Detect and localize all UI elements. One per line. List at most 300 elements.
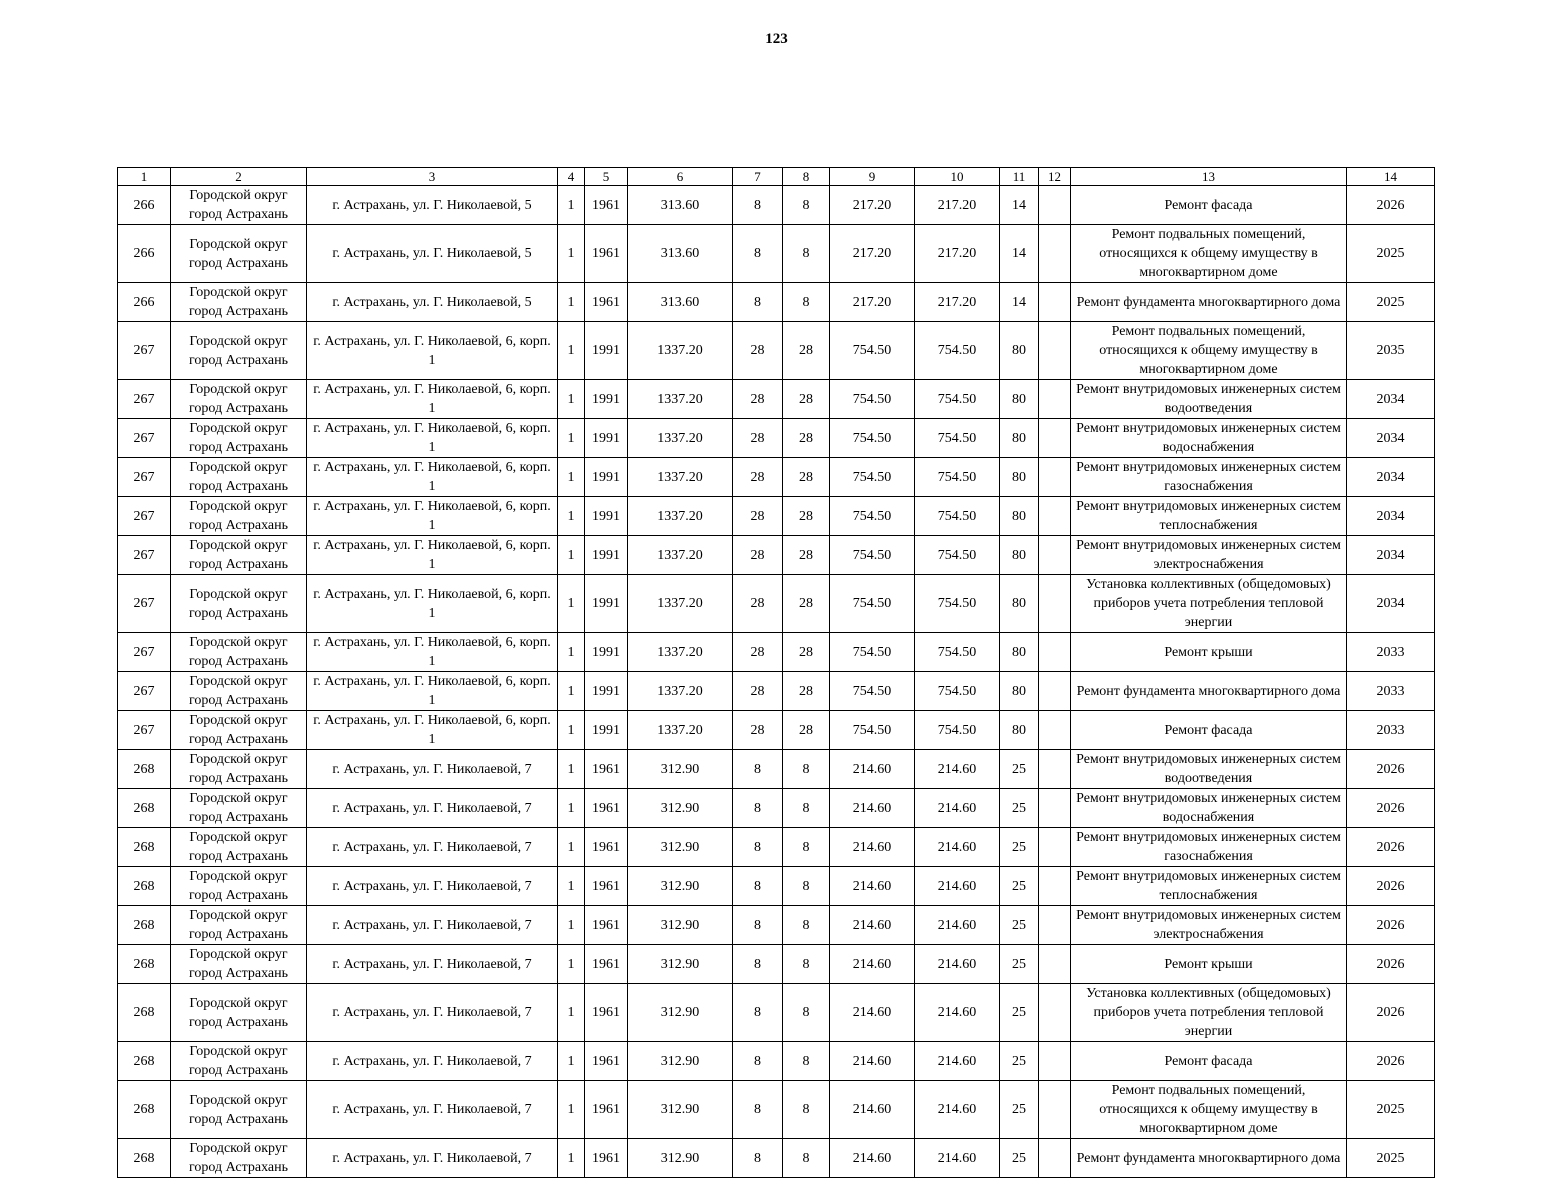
cell-area-total: 1337.20 [628, 575, 733, 633]
cell-year: 1961 [585, 225, 628, 283]
cell-area-living: 754.50 [830, 322, 915, 380]
cell-area-living: 214.60 [830, 1139, 915, 1178]
cell-year: 1991 [585, 633, 628, 672]
cell-number: 267 [118, 711, 171, 750]
cell-work-type: Ремонт внутридомовых инженерных систем электроснабжения [1071, 536, 1347, 575]
cell-address: г. Астрахань, ул. Г. Николаевой, 7 [307, 1081, 558, 1139]
cell-residents: 80 [1000, 419, 1039, 458]
cell-number: 267 [118, 458, 171, 497]
cell-municipality: Городской округ город Астрахань [171, 1139, 307, 1178]
cell-address: г. Астрахань, ул. Г. Николаевой, 7 [307, 789, 558, 828]
cell-area-total: 312.90 [628, 945, 733, 984]
cell-residents: 25 [1000, 789, 1039, 828]
cell-area-total: 312.90 [628, 828, 733, 867]
cell-col4: 1 [558, 945, 585, 984]
table-row [118, 497, 1435, 536]
cell-col12 [1039, 945, 1071, 984]
cell-area-residential: 214.60 [915, 750, 1000, 789]
cell-col7: 8 [733, 828, 783, 867]
cell-residents: 14 [1000, 186, 1039, 225]
cell-area-residential: 754.50 [915, 633, 1000, 672]
cell-planned-year: 2035 [1347, 322, 1435, 380]
cell-residents: 80 [1000, 575, 1039, 633]
cell-work-type: Ремонт внутридомовых инженерных систем газоснабжения [1071, 828, 1347, 867]
cell-planned-year: 2034 [1347, 380, 1435, 419]
cell-col8: 28 [783, 419, 830, 458]
cell-work-type: Ремонт крыши [1071, 945, 1347, 984]
cell-municipality: Городской округ город Астрахань [171, 789, 307, 828]
cell-area-residential: 754.50 [915, 711, 1000, 750]
cell-area-total: 312.90 [628, 906, 733, 945]
cell-col7: 28 [733, 380, 783, 419]
table-row [118, 1042, 1435, 1081]
cell-col8: 8 [783, 789, 830, 828]
cell-number: 268 [118, 1042, 171, 1081]
cell-municipality: Городской округ город Астрахань [171, 380, 307, 419]
table-row [118, 633, 1435, 672]
cell-col4: 1 [558, 380, 585, 419]
cell-col8: 28 [783, 633, 830, 672]
cell-planned-year: 2026 [1347, 1042, 1435, 1081]
header-cell: 9 [830, 168, 915, 186]
cell-address: г. Астрахань, ул. Г. Николаевой, 5 [307, 186, 558, 225]
cell-area-residential: 214.60 [915, 906, 1000, 945]
cell-col4: 1 [558, 750, 585, 789]
cell-municipality: Городской округ город Астрахань [171, 497, 307, 536]
cell-planned-year: 2033 [1347, 672, 1435, 711]
cell-municipality: Городской округ город Астрахань [171, 419, 307, 458]
cell-planned-year: 2026 [1347, 945, 1435, 984]
cell-area-residential: 754.50 [915, 672, 1000, 711]
cell-col7: 28 [733, 536, 783, 575]
cell-residents: 80 [1000, 672, 1039, 711]
cell-col4: 1 [558, 536, 585, 575]
cell-area-residential: 754.50 [915, 322, 1000, 380]
table-body [118, 186, 1435, 1178]
cell-residents: 25 [1000, 1081, 1039, 1139]
cell-planned-year: 2034 [1347, 575, 1435, 633]
cell-area-living: 217.20 [830, 186, 915, 225]
table-row [118, 1081, 1435, 1139]
cell-area-total: 312.90 [628, 867, 733, 906]
cell-area-living: 754.50 [830, 536, 915, 575]
cell-col8: 8 [783, 186, 830, 225]
table-row [118, 186, 1435, 225]
cell-area-residential: 214.60 [915, 789, 1000, 828]
cell-area-total: 312.90 [628, 1139, 733, 1178]
cell-planned-year: 2026 [1347, 984, 1435, 1042]
cell-year: 1991 [585, 575, 628, 633]
cell-number: 267 [118, 672, 171, 711]
cell-work-type: Ремонт подвальных помещений, относящихся к общему имуществу в многоквартирном доме [1071, 322, 1347, 380]
cell-col8: 8 [783, 984, 830, 1042]
cell-col7: 8 [733, 225, 783, 283]
cell-col4: 1 [558, 458, 585, 497]
table-row [118, 906, 1435, 945]
cell-number: 268 [118, 867, 171, 906]
cell-municipality: Городской округ город Астрахань [171, 750, 307, 789]
cell-year: 1991 [585, 711, 628, 750]
cell-work-type: Ремонт фасада [1071, 186, 1347, 225]
cell-work-type: Ремонт внутридомовых инженерных систем теплоснабжения [1071, 867, 1347, 906]
page-number: 123 [765, 31, 788, 47]
cell-col12 [1039, 906, 1071, 945]
table-row [118, 672, 1435, 711]
cell-work-type: Ремонт внутридомовых инженерных систем газоснабжения [1071, 458, 1347, 497]
cell-number: 268 [118, 945, 171, 984]
cell-col7: 8 [733, 283, 783, 322]
table-row [118, 828, 1435, 867]
cell-area-living: 214.60 [830, 1081, 915, 1139]
cell-area-total: 313.60 [628, 186, 733, 225]
cell-area-living: 754.50 [830, 380, 915, 419]
cell-col12 [1039, 984, 1071, 1042]
cell-residents: 80 [1000, 711, 1039, 750]
header-cell: 11 [1000, 168, 1039, 186]
cell-col12 [1039, 536, 1071, 575]
cell-work-type: Ремонт фундамента многоквартирного дома [1071, 672, 1347, 711]
cell-residents: 14 [1000, 283, 1039, 322]
cell-planned-year: 2026 [1347, 867, 1435, 906]
cell-address: г. Астрахань, ул. Г. Николаевой, 7 [307, 945, 558, 984]
cell-area-total: 1337.20 [628, 458, 733, 497]
cell-col7: 28 [733, 633, 783, 672]
cell-residents: 25 [1000, 750, 1039, 789]
table-row [118, 945, 1435, 984]
cell-col8: 28 [783, 711, 830, 750]
cell-residents: 80 [1000, 322, 1039, 380]
cell-area-living: 217.20 [830, 225, 915, 283]
repair-schedule-table [117, 167, 1435, 1178]
header-cell: 6 [628, 168, 733, 186]
cell-col8: 28 [783, 536, 830, 575]
header-cell: 4 [558, 168, 585, 186]
cell-number: 267 [118, 322, 171, 380]
cell-area-residential: 217.20 [915, 225, 1000, 283]
cell-col12 [1039, 867, 1071, 906]
cell-area-living: 214.60 [830, 1042, 915, 1081]
cell-col8: 28 [783, 322, 830, 380]
cell-area-residential: 214.60 [915, 1081, 1000, 1139]
cell-municipality: Городской округ город Астрахань [171, 536, 307, 575]
cell-area-living: 214.60 [830, 867, 915, 906]
table-row [118, 419, 1435, 458]
cell-col12 [1039, 458, 1071, 497]
cell-residents: 25 [1000, 1139, 1039, 1178]
cell-area-total: 312.90 [628, 984, 733, 1042]
cell-area-residential: 214.60 [915, 945, 1000, 984]
cell-col8: 28 [783, 458, 830, 497]
cell-col7: 8 [733, 1042, 783, 1081]
cell-year: 1961 [585, 186, 628, 225]
cell-year: 1991 [585, 419, 628, 458]
cell-residents: 80 [1000, 536, 1039, 575]
cell-col7: 8 [733, 945, 783, 984]
cell-col12 [1039, 672, 1071, 711]
cell-address: г. Астрахань, ул. Г. Николаевой, 7 [307, 1042, 558, 1081]
cell-year: 1961 [585, 1042, 628, 1081]
cell-area-living: 754.50 [830, 672, 915, 711]
cell-address: г. Астрахань, ул. Г. Николаевой, 6, корп. 1 [307, 633, 558, 672]
cell-area-residential: 214.60 [915, 1042, 1000, 1081]
cell-col7: 8 [733, 789, 783, 828]
header-row [118, 168, 1435, 186]
cell-address: г. Астрахань, ул. Г. Николаевой, 7 [307, 984, 558, 1042]
cell-col7: 28 [733, 497, 783, 536]
cell-residents: 80 [1000, 497, 1039, 536]
cell-number: 268 [118, 789, 171, 828]
cell-planned-year: 2025 [1347, 1139, 1435, 1178]
cell-col8: 28 [783, 672, 830, 711]
cell-area-living: 754.50 [830, 419, 915, 458]
cell-municipality: Городской округ город Астрахань [171, 633, 307, 672]
cell-col12 [1039, 1139, 1071, 1178]
cell-municipality: Городской округ город Астрахань [171, 672, 307, 711]
header-cell: 13 [1071, 168, 1347, 186]
cell-number: 268 [118, 750, 171, 789]
cell-municipality: Городской округ город Астрахань [171, 984, 307, 1042]
cell-area-total: 1337.20 [628, 633, 733, 672]
cell-area-residential: 754.50 [915, 380, 1000, 419]
header-cell: 2 [171, 168, 307, 186]
cell-work-type: Ремонт фасада [1071, 711, 1347, 750]
cell-planned-year: 2034 [1347, 536, 1435, 575]
cell-residents: 25 [1000, 984, 1039, 1042]
cell-area-total: 1337.20 [628, 711, 733, 750]
cell-area-residential: 214.60 [915, 828, 1000, 867]
cell-number: 266 [118, 225, 171, 283]
cell-municipality: Городской округ город Астрахань [171, 322, 307, 380]
cell-address: г. Астрахань, ул. Г. Николаевой, 6, корп. 1 [307, 711, 558, 750]
cell-col12 [1039, 419, 1071, 458]
cell-area-living: 214.60 [830, 750, 915, 789]
cell-area-total: 1337.20 [628, 497, 733, 536]
cell-address: г. Астрахань, ул. Г. Николаевой, 6, корп. 1 [307, 458, 558, 497]
cell-area-living: 214.60 [830, 828, 915, 867]
cell-col4: 1 [558, 828, 585, 867]
table-row [118, 458, 1435, 497]
cell-col12 [1039, 380, 1071, 419]
cell-year: 1991 [585, 458, 628, 497]
header-cell: 1 [118, 168, 171, 186]
cell-planned-year: 2025 [1347, 225, 1435, 283]
cell-residents: 80 [1000, 458, 1039, 497]
cell-address: г. Астрахань, ул. Г. Николаевой, 5 [307, 283, 558, 322]
cell-planned-year: 2025 [1347, 283, 1435, 322]
cell-year: 1961 [585, 283, 628, 322]
cell-residents: 25 [1000, 828, 1039, 867]
cell-year: 1991 [585, 497, 628, 536]
cell-col4: 1 [558, 575, 585, 633]
cell-col12 [1039, 789, 1071, 828]
cell-area-total: 312.90 [628, 1081, 733, 1139]
cell-work-type: Ремонт внутридомовых инженерных систем водоснабжения [1071, 419, 1347, 458]
cell-area-living: 754.50 [830, 458, 915, 497]
header-cell: 14 [1347, 168, 1435, 186]
cell-col4: 1 [558, 633, 585, 672]
cell-address: г. Астрахань, ул. Г. Николаевой, 6, корп. 1 [307, 419, 558, 458]
cell-address: г. Астрахань, ул. Г. Николаевой, 6, корп. 1 [307, 497, 558, 536]
cell-area-residential: 754.50 [915, 575, 1000, 633]
cell-year: 1961 [585, 867, 628, 906]
cell-residents: 80 [1000, 633, 1039, 672]
cell-col7: 8 [733, 984, 783, 1042]
cell-area-living: 217.20 [830, 283, 915, 322]
cell-col7: 8 [733, 867, 783, 906]
cell-work-type: Ремонт внутридомовых инженерных систем теплоснабжения [1071, 497, 1347, 536]
cell-col8: 8 [783, 906, 830, 945]
cell-col4: 1 [558, 867, 585, 906]
cell-residents: 25 [1000, 906, 1039, 945]
cell-municipality: Городской округ город Астрахань [171, 1081, 307, 1139]
cell-year: 1991 [585, 536, 628, 575]
cell-number: 266 [118, 186, 171, 225]
cell-work-type: Установка коллективных (общедомовых) приборов учета потребления тепловой энергии [1071, 575, 1347, 633]
cell-area-living: 754.50 [830, 575, 915, 633]
table-row [118, 867, 1435, 906]
cell-municipality: Городской округ город Астрахань [171, 906, 307, 945]
cell-address: г. Астрахань, ул. Г. Николаевой, 6, корп. 1 [307, 380, 558, 419]
cell-area-total: 1337.20 [628, 380, 733, 419]
cell-year: 1961 [585, 1081, 628, 1139]
cell-area-living: 214.60 [830, 906, 915, 945]
cell-col7: 8 [733, 186, 783, 225]
cell-planned-year: 2026 [1347, 750, 1435, 789]
cell-area-residential: 217.20 [915, 186, 1000, 225]
cell-municipality: Городской округ город Астрахань [171, 711, 307, 750]
cell-col12 [1039, 711, 1071, 750]
cell-col12 [1039, 322, 1071, 380]
cell-col7: 28 [733, 711, 783, 750]
cell-col4: 1 [558, 1042, 585, 1081]
cell-address: г. Астрахань, ул. Г. Николаевой, 7 [307, 867, 558, 906]
cell-year: 1961 [585, 906, 628, 945]
cell-number: 267 [118, 633, 171, 672]
cell-area-total: 312.90 [628, 789, 733, 828]
cell-area-residential: 754.50 [915, 419, 1000, 458]
cell-area-residential: 754.50 [915, 497, 1000, 536]
cell-area-residential: 214.60 [915, 867, 1000, 906]
cell-residents: 80 [1000, 380, 1039, 419]
cell-work-type: Ремонт внутридомовых инженерных систем электроснабжения [1071, 906, 1347, 945]
cell-col4: 1 [558, 984, 585, 1042]
cell-number: 268 [118, 1081, 171, 1139]
cell-col12 [1039, 1081, 1071, 1139]
cell-planned-year: 2034 [1347, 419, 1435, 458]
cell-work-type: Ремонт фасада [1071, 1042, 1347, 1081]
cell-col12 [1039, 497, 1071, 536]
cell-municipality: Городской округ город Астрахань [171, 945, 307, 984]
cell-number: 268 [118, 906, 171, 945]
cell-planned-year: 2034 [1347, 458, 1435, 497]
cell-year: 1961 [585, 789, 628, 828]
cell-address: г. Астрахань, ул. Г. Николаевой, 7 [307, 750, 558, 789]
header-cell: 10 [915, 168, 1000, 186]
header-cell: 3 [307, 168, 558, 186]
cell-area-residential: 214.60 [915, 984, 1000, 1042]
cell-municipality: Городской округ город Астрахань [171, 1042, 307, 1081]
cell-municipality: Городской округ город Астрахань [171, 225, 307, 283]
cell-area-total: 1337.20 [628, 419, 733, 458]
cell-col12 [1039, 225, 1071, 283]
table-row [118, 1139, 1435, 1178]
cell-planned-year: 2026 [1347, 906, 1435, 945]
cell-col8: 8 [783, 945, 830, 984]
cell-col4: 1 [558, 711, 585, 750]
cell-area-total: 312.90 [628, 1042, 733, 1081]
cell-year: 1961 [585, 750, 628, 789]
table-row [118, 789, 1435, 828]
cell-col8: 28 [783, 575, 830, 633]
cell-planned-year: 2026 [1347, 186, 1435, 225]
table-row [118, 575, 1435, 633]
cell-col8: 8 [783, 750, 830, 789]
cell-address: г. Астрахань, ул. Г. Николаевой, 7 [307, 828, 558, 867]
cell-col7: 8 [733, 1139, 783, 1178]
cell-col8: 8 [783, 1139, 830, 1178]
cell-col7: 28 [733, 575, 783, 633]
cell-col7: 8 [733, 750, 783, 789]
cell-address: г. Астрахань, ул. Г. Николаевой, 6, корп. 1 [307, 672, 558, 711]
cell-municipality: Городской округ город Астрахань [171, 186, 307, 225]
header-cell: 8 [783, 168, 830, 186]
cell-work-type: Ремонт внутридомовых инженерных систем водоотведения [1071, 380, 1347, 419]
cell-year: 1991 [585, 322, 628, 380]
cell-col4: 1 [558, 789, 585, 828]
cell-work-type: Ремонт фундамента многоквартирного дома [1071, 1139, 1347, 1178]
cell-year: 1961 [585, 984, 628, 1042]
cell-year: 1961 [585, 1139, 628, 1178]
cell-area-residential: 217.20 [915, 283, 1000, 322]
cell-number: 267 [118, 497, 171, 536]
table-row [118, 984, 1435, 1042]
cell-col8: 8 [783, 1081, 830, 1139]
cell-address: г. Астрахань, ул. Г. Николаевой, 7 [307, 906, 558, 945]
cell-col4: 1 [558, 497, 585, 536]
cell-planned-year: 2026 [1347, 828, 1435, 867]
cell-work-type: Установка коллективных (общедомовых) приборов учета потребления тепловой энергии [1071, 984, 1347, 1042]
cell-municipality: Городской округ город Астрахань [171, 867, 307, 906]
cell-planned-year: 2033 [1347, 633, 1435, 672]
cell-col4: 1 [558, 186, 585, 225]
cell-col4: 1 [558, 1081, 585, 1139]
cell-col7: 28 [733, 672, 783, 711]
cell-number: 268 [118, 828, 171, 867]
cell-year: 1991 [585, 380, 628, 419]
cell-area-living: 754.50 [830, 633, 915, 672]
cell-year: 1961 [585, 945, 628, 984]
cell-residents: 14 [1000, 225, 1039, 283]
cell-number: 267 [118, 575, 171, 633]
cell-area-living: 214.60 [830, 789, 915, 828]
cell-address: г. Астрахань, ул. Г. Николаевой, 6, корп. 1 [307, 575, 558, 633]
cell-col8: 8 [783, 225, 830, 283]
cell-col7: 8 [733, 1081, 783, 1139]
cell-area-total: 312.90 [628, 750, 733, 789]
cell-col7: 28 [733, 458, 783, 497]
cell-col12 [1039, 750, 1071, 789]
cell-work-type: Ремонт подвальных помещений, относящихся к общему имуществу в многоквартирном доме [1071, 225, 1347, 283]
cell-col4: 1 [558, 419, 585, 458]
header-cell: 7 [733, 168, 783, 186]
cell-col8: 8 [783, 867, 830, 906]
cell-address: г. Астрахань, ул. Г. Николаевой, 7 [307, 1139, 558, 1178]
cell-col4: 1 [558, 906, 585, 945]
cell-area-total: 1337.20 [628, 672, 733, 711]
cell-number: 266 [118, 283, 171, 322]
cell-col8: 8 [783, 1042, 830, 1081]
cell-planned-year: 2026 [1347, 789, 1435, 828]
